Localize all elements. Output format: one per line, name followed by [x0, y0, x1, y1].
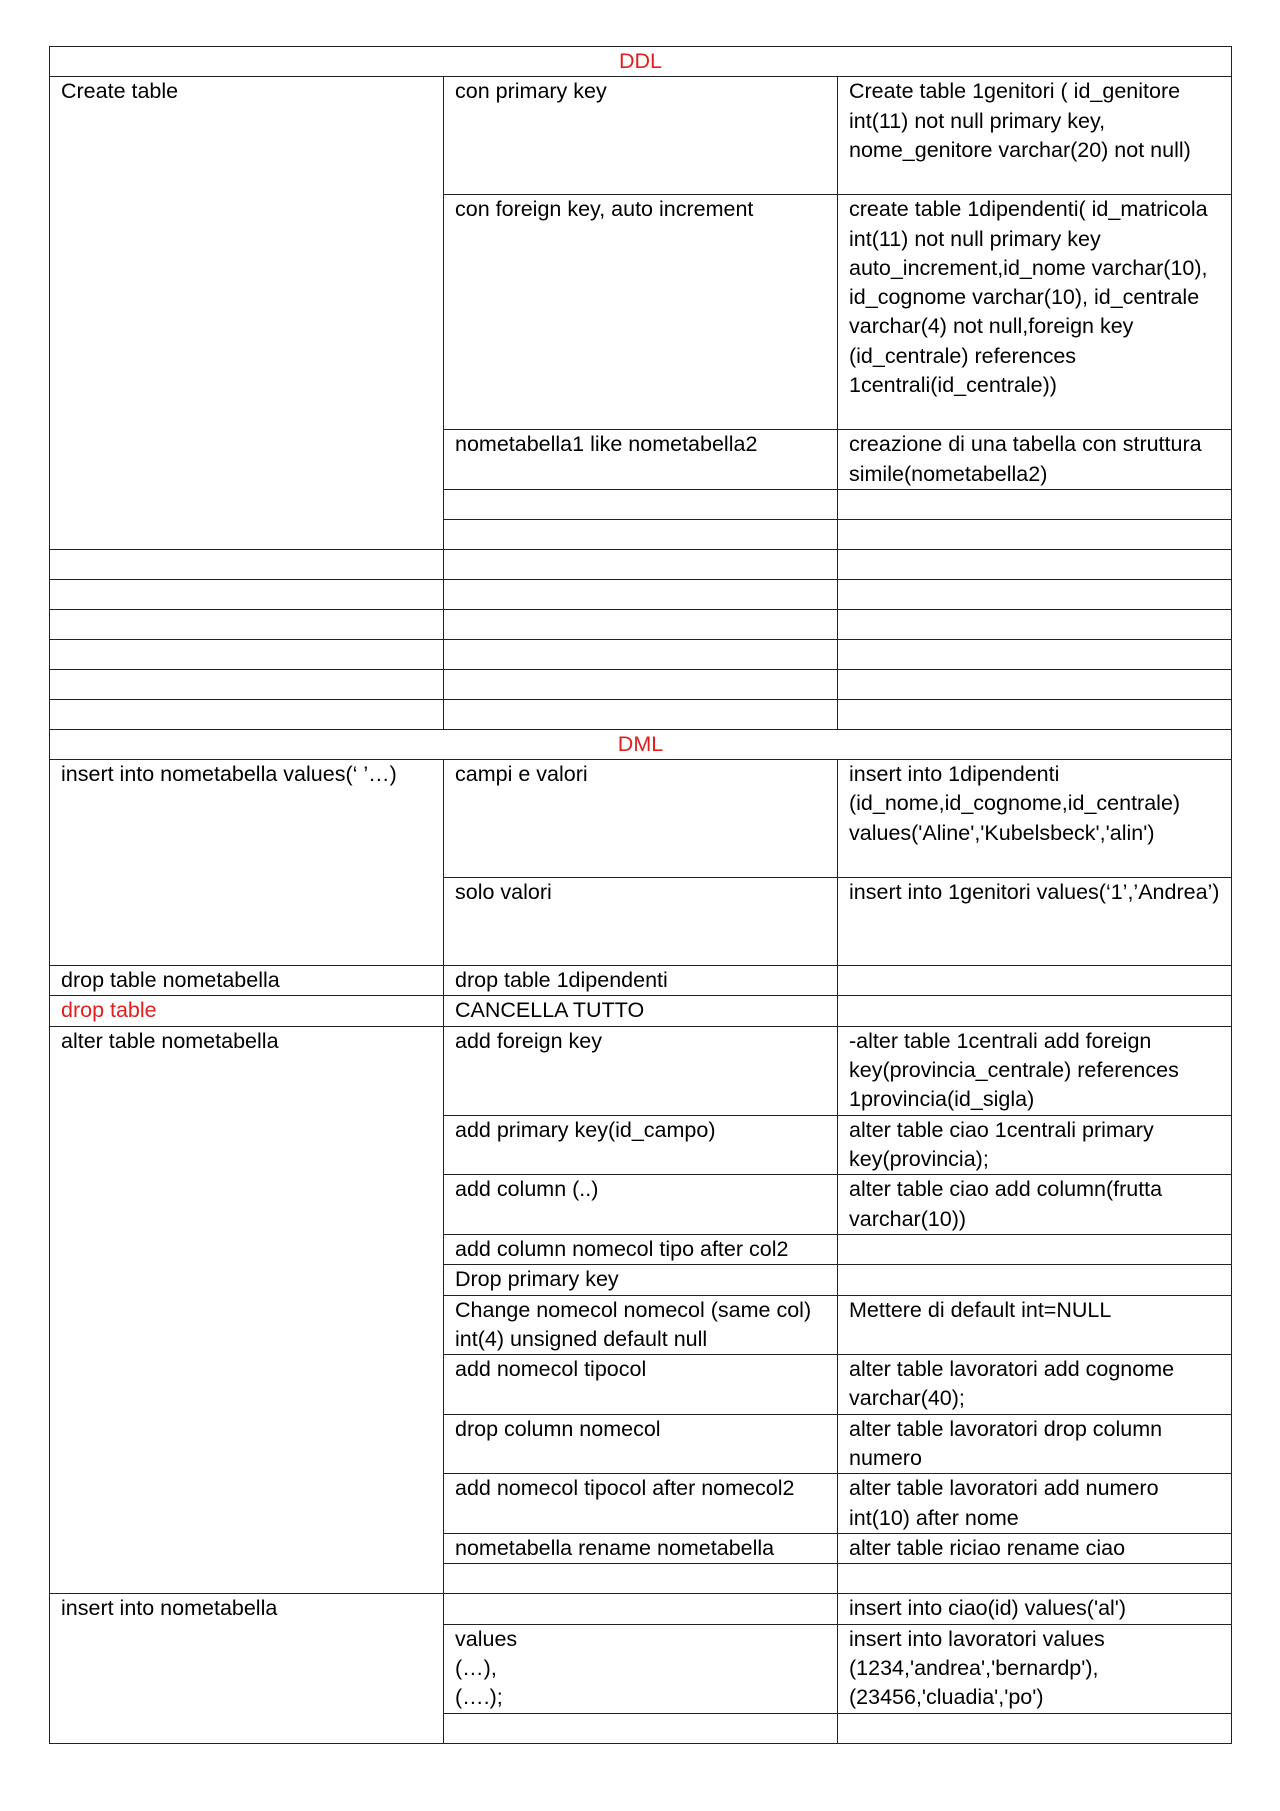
sql-notes-table [49, 46, 1232, 1744]
empty-cell [50, 609, 444, 639]
empty-cell [838, 489, 1232, 519]
variant-cell: add column (..) [444, 1175, 838, 1235]
empty-cell [838, 699, 1232, 729]
empty-cell [444, 1713, 838, 1743]
command-insert-values: insert into nometabella values(‘ ’…) [50, 760, 444, 966]
variant-cell: add nomecol tipocol after nomecol2 [444, 1474, 838, 1534]
empty-cell [838, 669, 1232, 699]
variant-cell: nometabella1 like nometabella2 [444, 430, 838, 490]
variant-cell: Change nomecol nomecol (same col) int(4) unsigned default null [444, 1295, 838, 1355]
variant-cell: con primary key [444, 77, 838, 195]
empty-cell [444, 579, 838, 609]
empty-cell [838, 966, 1232, 996]
variant-cell: solo valori [444, 878, 838, 966]
empty-cell [444, 609, 838, 639]
example-cell: alter table lavoratori drop column numero [838, 1414, 1232, 1474]
empty-cell [838, 1713, 1232, 1743]
empty-cell [838, 519, 1232, 549]
example-cell: drop table 1dipendenti [444, 966, 838, 996]
example-cell: alter table lavoratori add cognome varchar(40); [838, 1355, 1232, 1415]
example-cell: creazione di una tabella con struttura simile(nometabella2) [838, 430, 1232, 490]
empty-cell [50, 549, 444, 579]
variant-cell: nometabella rename nometabella [444, 1533, 838, 1563]
empty-cell [444, 519, 838, 549]
empty-cell [50, 669, 444, 699]
variant-cell: Drop primary key [444, 1265, 838, 1295]
command-drop-table: drop table nometabella [50, 966, 444, 996]
variant-cell: add nomecol tipocol [444, 1355, 838, 1415]
variant-cell: drop column nomecol [444, 1414, 838, 1474]
example-cell [838, 1265, 1232, 1295]
empty-cell [50, 699, 444, 729]
example-cell: alter table ciao 1centrali primary key(provincia); [838, 1115, 1232, 1175]
empty-cell [50, 639, 444, 669]
example-cell: alter table lavoratori add numero int(10) after nome [838, 1474, 1232, 1534]
variant-cell: values (…), (….); [444, 1624, 838, 1713]
variant-cell: add column nomecol tipo after col2 [444, 1234, 838, 1264]
command-drop-table-note: drop table [50, 996, 444, 1026]
example-cell: create table 1dipendenti( id_matricola int(11) not null primary key auto_increment,id_nome varchar(10), id_cognome varchar(10), id_centrale varchar(4) not null,foreign key (id_centrale) references 1centrali(id_centrale)) [838, 195, 1232, 430]
variant-cell [444, 1594, 838, 1624]
example-cell: Create table 1genitori ( id_genitore int(11) not null primary key, nome_genitore varchar(20) not null) [838, 77, 1232, 195]
variant-cell: add primary key(id_campo) [444, 1115, 838, 1175]
empty-cell [444, 489, 838, 519]
example-cell: alter table riciao rename ciao [838, 1533, 1232, 1563]
empty-cell [838, 549, 1232, 579]
command-create-table: Create table [50, 77, 444, 550]
empty-cell [838, 1564, 1232, 1594]
empty-cell [444, 639, 838, 669]
empty-cell [444, 699, 838, 729]
empty-cell [50, 579, 444, 609]
example-cell [838, 1234, 1232, 1264]
section-heading-ddl: DDL [50, 47, 1232, 77]
empty-cell [838, 996, 1232, 1026]
example-cell: Mettere di default int=NULL [838, 1295, 1232, 1355]
command-alter-table: alter table nometabella [50, 1026, 444, 1593]
note-cell: CANCELLA TUTTO [444, 996, 838, 1026]
empty-cell [444, 669, 838, 699]
example-cell: insert into ciao(id) values('al') [838, 1594, 1232, 1624]
section-heading-dml: DML [50, 729, 1232, 759]
command-insert-multi: insert into nometabella [50, 1594, 444, 1743]
empty-cell [444, 1564, 838, 1594]
example-cell: insert into 1dipendenti (id_nome,id_cognome,id_centrale) values('Aline','Kubelsbeck','alin') [838, 760, 1232, 878]
empty-cell [444, 549, 838, 579]
example-cell: insert into 1genitori values(‘1’,’Andrea’) [838, 878, 1232, 966]
empty-cell [838, 579, 1232, 609]
empty-cell [838, 609, 1232, 639]
variant-cell: con foreign key, auto increment [444, 195, 838, 430]
variant-cell: campi e valori [444, 760, 838, 878]
example-cell: -alter table 1centrali add foreign key(provincia_centrale) references 1provincia(id_sigla) [838, 1026, 1232, 1115]
example-cell: insert into lavoratori values (1234,'andrea','bernardp'), (23456,'cluadia','po') [838, 1624, 1232, 1713]
example-cell: alter table ciao add column(frutta varchar(10)) [838, 1175, 1232, 1235]
empty-cell [838, 639, 1232, 669]
variant-cell: add foreign key [444, 1026, 838, 1115]
